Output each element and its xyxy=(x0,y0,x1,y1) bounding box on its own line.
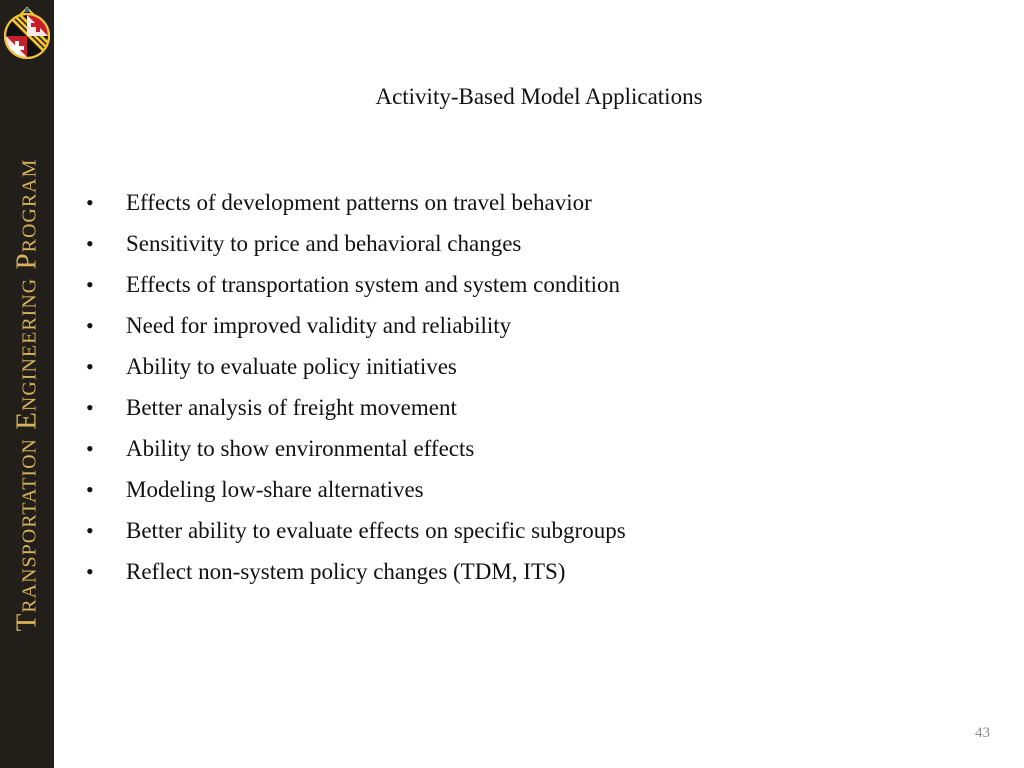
bullet-item xyxy=(86,391,936,432)
slide-title: Activity-Based Model Applications xyxy=(375,84,703,109)
bullet-item xyxy=(86,350,936,391)
bullet-marker: • xyxy=(86,518,94,543)
vertical-program-title-area xyxy=(0,70,54,720)
bullet-item xyxy=(86,514,936,555)
bullet-text: Effects of transportation system and system condition xyxy=(126,272,620,297)
bullet-text: Ability to evaluate policy initiatives xyxy=(126,354,457,379)
bullet-text: Better ability to evaluate effects on specific subgroups xyxy=(126,518,626,543)
bullet-item xyxy=(86,186,936,227)
bullet-text: Better analysis of freight movement xyxy=(126,395,457,420)
sidebar-band xyxy=(0,0,54,768)
bullet-marker: • xyxy=(86,436,94,461)
bullet-marker: • xyxy=(86,477,94,502)
bullet-marker: • xyxy=(86,190,94,215)
bullet-marker: • xyxy=(86,395,94,420)
bullet-marker: • xyxy=(86,559,94,584)
bullet-marker: • xyxy=(86,313,94,338)
bullet-item xyxy=(86,227,936,268)
bullet-text: Effects of development patterns on travel behavior xyxy=(126,190,592,215)
bullet-item xyxy=(86,268,936,309)
bullet-text: Need for improved validity and reliability xyxy=(126,313,512,338)
bullet-item xyxy=(86,473,936,514)
bullet-item xyxy=(86,309,936,350)
bullet-item xyxy=(86,555,936,596)
bullet-list xyxy=(86,186,936,596)
maryland-shield-logo-icon xyxy=(3,5,51,63)
bullet-text: Sensitivity to price and behavioral changes xyxy=(126,231,522,256)
bullet-marker: • xyxy=(86,231,94,256)
bullet-text: Reflect non-system policy changes (TDM, ITS) xyxy=(126,559,566,584)
bullet-text: Ability to show environmental effects xyxy=(126,436,475,461)
bullet-marker: • xyxy=(86,354,94,379)
bullet-marker: • xyxy=(86,272,94,297)
program-title: Transportation Engineering Program xyxy=(10,158,43,632)
bullet-text: Modeling low-share alternatives xyxy=(126,477,424,502)
bullet-item xyxy=(86,432,936,473)
page-number: 43 xyxy=(975,725,990,741)
